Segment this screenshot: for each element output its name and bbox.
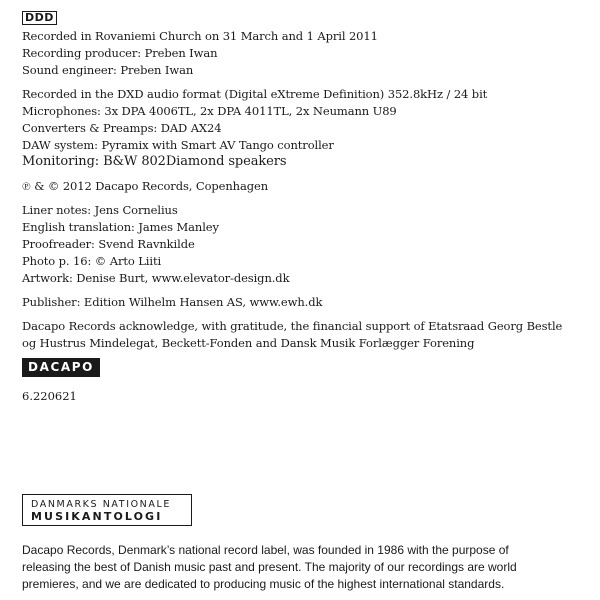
converters: Converters & Preamps: DAD AX24 xyxy=(22,121,222,135)
copyright-line: ℗ & © 2012 Dacapo Records, Copenhagen xyxy=(22,179,269,193)
footer-line-1: Dacapo Records, Denmark’s national record label, was founded in 1986 with the purpose of xyxy=(22,543,509,557)
ddd-badge: DDD xyxy=(22,11,57,25)
recording-location: Recorded in Rovaniemi Church on 31 March and 1 April 2011 xyxy=(22,29,378,43)
catalog-number: 6.220621 xyxy=(22,389,77,403)
footer-line-3: premieres, and we are dedicated to producing music of the highest international standards. xyxy=(22,577,505,591)
recording-producer: Recording producer: Preben Iwan xyxy=(22,46,218,60)
liner-notes-credit: Liner notes: Jens Cornelius xyxy=(22,203,178,217)
acknowledgement-line-2: og Hustrus Mindelegat, Beckett-Fonden and Dansk Musik Forlægger Forening xyxy=(22,336,475,350)
artwork-credit: Artwork: Denise Burt, www.elevator-design.dk xyxy=(22,271,290,285)
translation-credit: English translation: James Manley xyxy=(22,220,219,234)
acknowledgement-line-1: Dacapo Records acknowledge, with gratitude, the financial support of Etatsraad Georg Bestle xyxy=(22,319,563,333)
footer-description xyxy=(22,542,582,593)
publisher-line: Publisher: Edition Wilhelm Hansen AS, www.ewh.dk xyxy=(22,295,323,309)
proofreader-credit: Proofreader: Svend Ravnkilde xyxy=(22,237,195,251)
anthology-logo-line-2: MUSIKANTOLOGI xyxy=(31,510,163,523)
dacapo-logo: DACAPO xyxy=(22,358,100,377)
danmarks-nationale-musikantologi-logo xyxy=(22,494,192,526)
photo-credit: Photo p. 16: © Arto Liiti xyxy=(22,254,162,268)
audio-format: Recorded in the DXD audio format (Digital eXtreme Definition) 352.8kHz / 24 bit xyxy=(22,87,488,101)
anthology-logo-line-1: DANMARKS NATIONALE xyxy=(31,499,171,510)
sound-engineer: Sound engineer: Preben Iwan xyxy=(22,63,194,77)
daw-system: DAW system: Pyramix with Smart AV Tango controller xyxy=(22,138,334,152)
microphones: Microphones: 3x DPA 4006TL, 2x DPA 4011TL, 2x Neumann U89 xyxy=(22,104,397,118)
footer-line-2: releasing the best of Danish music past and present. The majority of our recordings are world xyxy=(22,560,517,574)
monitoring: Monitoring: B&W 802Diamond speakers xyxy=(22,154,287,169)
